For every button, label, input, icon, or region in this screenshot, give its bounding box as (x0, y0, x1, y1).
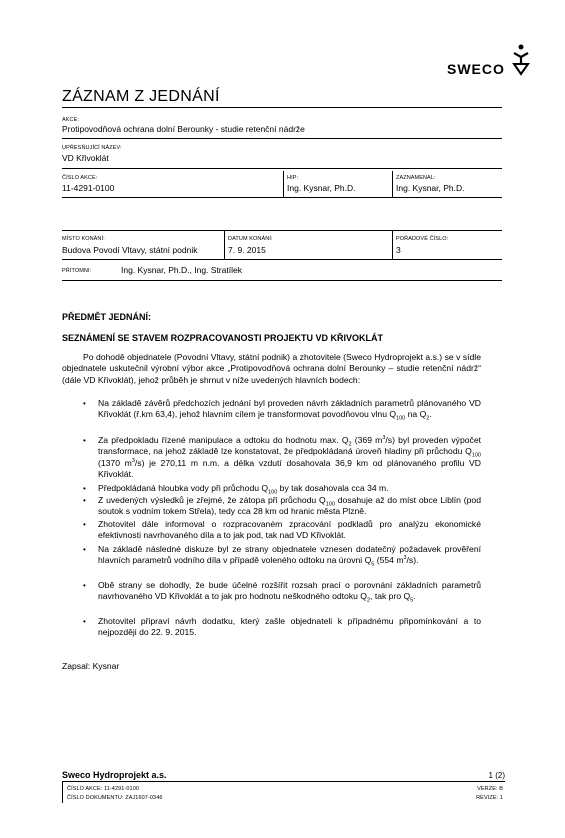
list-item (83, 580, 481, 603)
datum-value: 7. 9. 2015 (228, 245, 266, 255)
b2-text5: /s) je 270,11 m n.m. a délka vzdutí dosahovala 36,9 km od plánovaného profilu VD Křivoklát. (98, 457, 481, 479)
b6-sup: 3 (403, 555, 407, 562)
misto-value: Budova Povodí Vltavy, státní podnik (62, 245, 198, 255)
b8-text: Zhotovitel připraví návrh dodatku, který zašle objednateli k případnému připomínkování a to nejpozději do 22. 9. 2015. (98, 616, 481, 638)
divider (62, 168, 502, 169)
cislo-akce-label: ČÍSLO AKCE: (62, 175, 98, 181)
footer-page: 1 (2) (488, 771, 505, 780)
pritomni-value: Ing. Kysnar, Ph.D., Ing. Stratílek (121, 265, 242, 275)
divider (62, 197, 502, 198)
b1-text2: na Q (405, 409, 427, 420)
b2-text4: (1370 m (98, 457, 132, 468)
zaznamenal-label: ZAZNAMENAL: (396, 175, 436, 181)
intro-paragraph: Po dohodě objednatele (Povodní Vltavy, státní podnik) a zhotovitele (Sweco Hydroprojekt a.s.) se v sídle objednatele uskutečnil výrobní výbor akce „Protipovodňová ochrana dolní Berounky – studie retenční nádrž“ (dále VD Křivoklát), jehož průběh je shrnut v níže uvedených hlavních bodech: (62, 352, 481, 385)
b3-text2: by tak dosahovala cca 34 m. (277, 483, 389, 493)
b1-sub2: 2 (426, 416, 430, 423)
b4-sub: 100 (325, 501, 335, 508)
bullet: • (83, 484, 86, 493)
b7-sub: 2 (366, 598, 371, 605)
b3-sub: 100 (268, 489, 278, 496)
b5-text: Zhotovitel dále informoval o rozpracovaném zpracování podkladů pro analýzu ekonomické efektivnosti navrhovaného díla a to jak pod, tak nad VD Křivoklát. (98, 519, 481, 541)
divider (392, 171, 393, 197)
footer-verze: VERZE: B (477, 786, 503, 792)
b1-text: Na základě závěrů předchozích jednání byl proveden návrh základních parametrů plánovaného VD Křivoklát (ř.km 63,4), jehož hlavním cílem je transformovat povodňovou vlnu Q (98, 398, 481, 420)
hip-value: Ing. Kysnar, Ph.D. (287, 183, 356, 193)
b4-text2: dosahuje až do míst obce Liblín (pod soutok s vodním tokem Střela), tedy cca 28 km od hranic města Plzně. (98, 495, 481, 517)
b6-text3: /s). (406, 555, 419, 566)
subheading: SEZNÁMENÍ SE STAVEM ROZPRACOVANOSTI PROJEKTU VD KŘIVOKLÁT (62, 333, 384, 343)
b7-sub2: 5 (410, 598, 414, 605)
b6-text2: (554 m (374, 555, 404, 566)
b7-text2: , tak pro Q (370, 591, 411, 602)
sweco-person-icon (512, 44, 530, 76)
b2-text: Za předpokladu řízené manipulace a odtoku do hodnotu max. Q (98, 435, 349, 445)
poradove-value: 3 (396, 245, 401, 255)
bullet: • (83, 399, 86, 408)
datum-label: DATUM KONÁNÍ: (228, 236, 273, 242)
divider (62, 230, 502, 231)
pritomni-label: PŘÍTOMNI: (62, 268, 92, 274)
b2-text2: (369 m (351, 435, 383, 445)
b1-text3: . (429, 409, 432, 420)
bullet: • (83, 436, 86, 445)
bullet: • (83, 496, 86, 505)
b6-text: Na základě následné diskuze byl ze strany objednatele vznesen dodatečný požadavek prověření hlavních parametrů vodního díla v případě voleného odtoku na úrovni Q (98, 544, 481, 566)
divider (62, 138, 502, 139)
zapsal: Zapsal: Kysnar (62, 661, 120, 671)
b6-sub: 5 (371, 562, 375, 569)
divider (283, 171, 284, 197)
upresnujici-value: VD Křivoklát (62, 153, 109, 163)
document-title: ZÁZNAM Z JEDNÁNÍ (62, 88, 220, 105)
footer-cislo-dokumentu: ČÍSLO DOKUMENTU: ZAJ1607-0346 (67, 795, 163, 801)
bullet: • (83, 545, 86, 554)
footer-rule (62, 781, 505, 782)
sweco-logo (447, 58, 529, 78)
cislo-akce-value: 11-4291-0100 (62, 183, 115, 193)
upresnujici-label: UPŘESŇUJÍCÍ NÁZEV: (62, 145, 122, 151)
b2-text3: /s) byl proveden výpočet transformace, na jehož základě lze konstatovat, že předpokládaná úroveň hladiny při průchodu Q (98, 435, 481, 457)
akce-value: Protipovodňová ochrana dolní Berounky - studie retenční nádrže (62, 124, 305, 134)
b3-text: Předpokládaná hloubka vody při průchodu Q (98, 483, 269, 493)
b7-text3: . (413, 591, 416, 602)
bullet: • (83, 520, 86, 529)
zaznamenal-value: Ing. Kysnar, Ph.D. (396, 183, 465, 193)
bullet: • (83, 581, 86, 590)
b7-text: Obě strany se dohodly, že bude účelné rozšířit rozsah prací o porovnání základních parametrů navrhovaného VD Křivoklát a to jak pro hodnotu neškodného odtoku Q (98, 580, 481, 602)
b1-sub: 100 (396, 416, 406, 423)
hip-label: HIP: (287, 175, 299, 181)
list-item (83, 398, 481, 421)
bullet: • (83, 617, 86, 626)
list-item (83, 616, 481, 639)
poradove-label: POŘADOVÉ ČÍSLO: (396, 236, 449, 242)
akce-label: AKCE: (62, 117, 80, 123)
b4-text: Z uvedených výsledků je zřejmé, že zátopa při průchodu Q (98, 495, 326, 505)
list-item (83, 483, 481, 494)
list-item (83, 495, 481, 518)
footer-left-rule (62, 781, 63, 803)
divider (392, 231, 393, 259)
divider (62, 259, 502, 260)
footer-revize: REVIZE: 1 (476, 795, 503, 801)
divider (62, 280, 502, 281)
logo-text: SWECO (447, 61, 505, 77)
footer-cislo-akce: ČÍSLO AKCE: 11-4291-0100 (67, 786, 140, 792)
b2-sup2: 3 (131, 457, 135, 464)
b2-sup: 3 (382, 435, 386, 442)
divider (224, 231, 225, 259)
b2-sub: 2 (348, 441, 352, 448)
list-item (83, 544, 481, 567)
list-item (83, 435, 481, 480)
b2-sub2: 100 (471, 453, 481, 460)
list-item (83, 519, 481, 542)
misto-label: MÍSTO KONÁNÍ: (62, 236, 105, 242)
predmet-heading: PŘEDMĚT JEDNÁNÍ: (62, 312, 152, 322)
footer-company: Sweco Hydroprojekt a.s. (62, 770, 167, 780)
title-rule (62, 107, 502, 108)
